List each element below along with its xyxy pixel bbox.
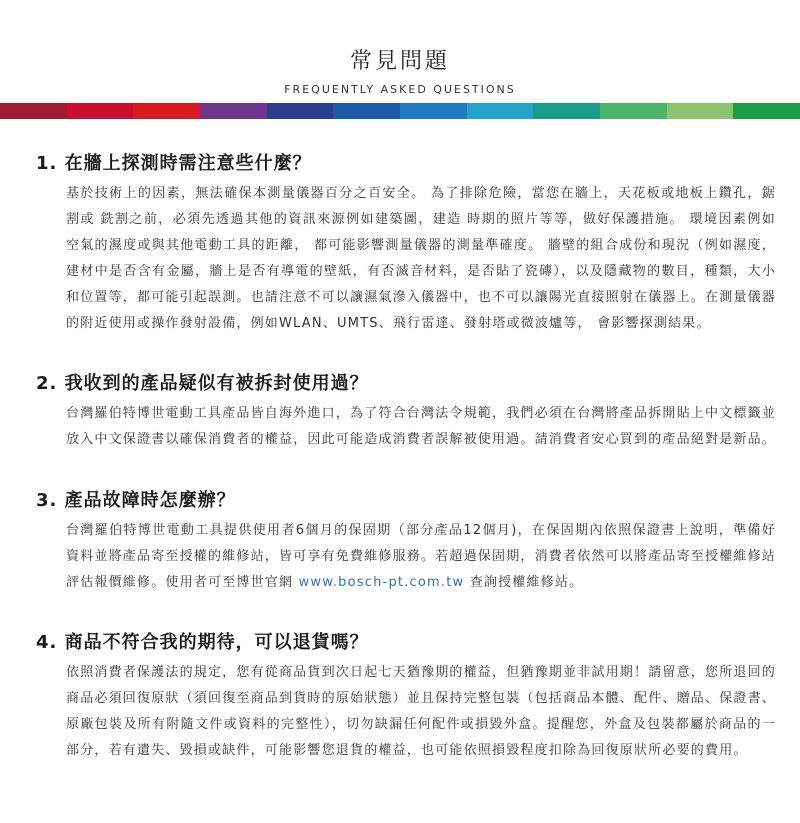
color-bar-segment [467,103,534,119]
color-bar-segment [267,103,334,119]
faq-item-1 [36,153,776,337]
color-bar-segment [0,103,67,119]
color-bar-segment [67,103,134,119]
page-header [0,0,800,96]
faq-answer: 台灣羅伯特博世電動工具產品皆自海外進口，為了符合台灣法令規範，我們必須在台灣將產品拆開貼上中文標籤並放入中文保證書以確保消費者的權益，因此可能造成消費者誤解被使用過。請消費者安心買到的產品絕對是新品。 [66,406,777,447]
faq-answer-text: 查詢授權維修站。 [464,575,584,590]
faq-item-2 [36,373,776,453]
color-bar-segment [600,103,667,119]
color-bar-segment [400,103,467,119]
website-link[interactable]: www.bosch-pt.com.tw [298,575,465,590]
page-subtitle: FREQUENTLY ASKED QUESTIONS [284,83,516,96]
faq-item-3 [36,490,776,596]
color-bar-segment [533,103,600,119]
faq-question: 3. 產品故障時怎麼辦？ [36,490,236,511]
faq-answer: 基於技術上的因素，無法確保本測量儀器百分之百安全。 為了排除危險，當您在牆上，天花板或地板上鑽孔，鋸割或 銑割之前，必須先透過其他的資訊來源例如建築圖，建造 時期的照片等等，做好保護措施。 環境因素例如空氣的濕度或與其他電動工具的距離， 都可能影響測量儀器的測量準確度。 牆壁的組合成份和現況（例如濕度，建材中是否含有金屬，牆上是否有導電的壁紙，有否滅音材料，是否貼了瓷磚），以及隱藏物的數目，種類，大小和位置等，都可能引起誤測。也請注意不可以讓濕氣滲入儀器中，也不可以讓陽光直接照射在儀器上。在測量儀器的附近使用或操作發射設備，例如WLAN、UMTS、飛行雷達、發射塔或微波爐等， 會影響探測結果。 [66,186,777,331]
faq-answer [36,518,776,596]
faq-item-4 [36,632,776,764]
faq-answer: 依照消費者保護法的規定，您有從商品貨到次日起七天猶豫期的權益，但猶豫期並非試用期！請留意，您所退回的商品必須回復原狀（須回復至商品到貨時的原始狀態）並且保持完整包裝（包括商品本體、配件、贈品、保證書、原廠包裝及所有附隨文件或資料的完整性），切勿缺漏任何配件或損毀外盒。提醒您，外盒及包裝都屬於商品的一部分，若有遺失、毀損或缺件，可能影響您退貨的權益，也可能依照損毀程度扣除為回復原狀所必要的費用。 [66,665,777,758]
faq-question: 1. 在牆上探測時需注意些什麼？ [36,153,312,174]
faq-question: 4. 商品不符合我的期待，可以退貨嗎？ [36,632,369,653]
color-bar [0,103,800,119]
color-bar-segment [133,103,200,119]
color-bar-segment [200,103,267,119]
faq-answer-text: 台灣羅伯特博世電動工具提供使用者6個月的保固期（部分產品12個月)，在保固期內依照保證書上說明，準備好資料並將產品寄至授權的維修站，皆可享有免費維修服務。若超過保固期，消費者依然可以將產品寄至授權維修站評估報價維修。使用者可至博世官網 [66,523,777,590]
color-bar-segment [333,103,400,119]
color-bar-segment [667,103,734,119]
faq-question: 2. 我收到的產品疑似有被拆封使用過？ [36,373,369,394]
page-title: 常見問題 [349,49,450,74]
color-bar-segment [733,103,800,119]
